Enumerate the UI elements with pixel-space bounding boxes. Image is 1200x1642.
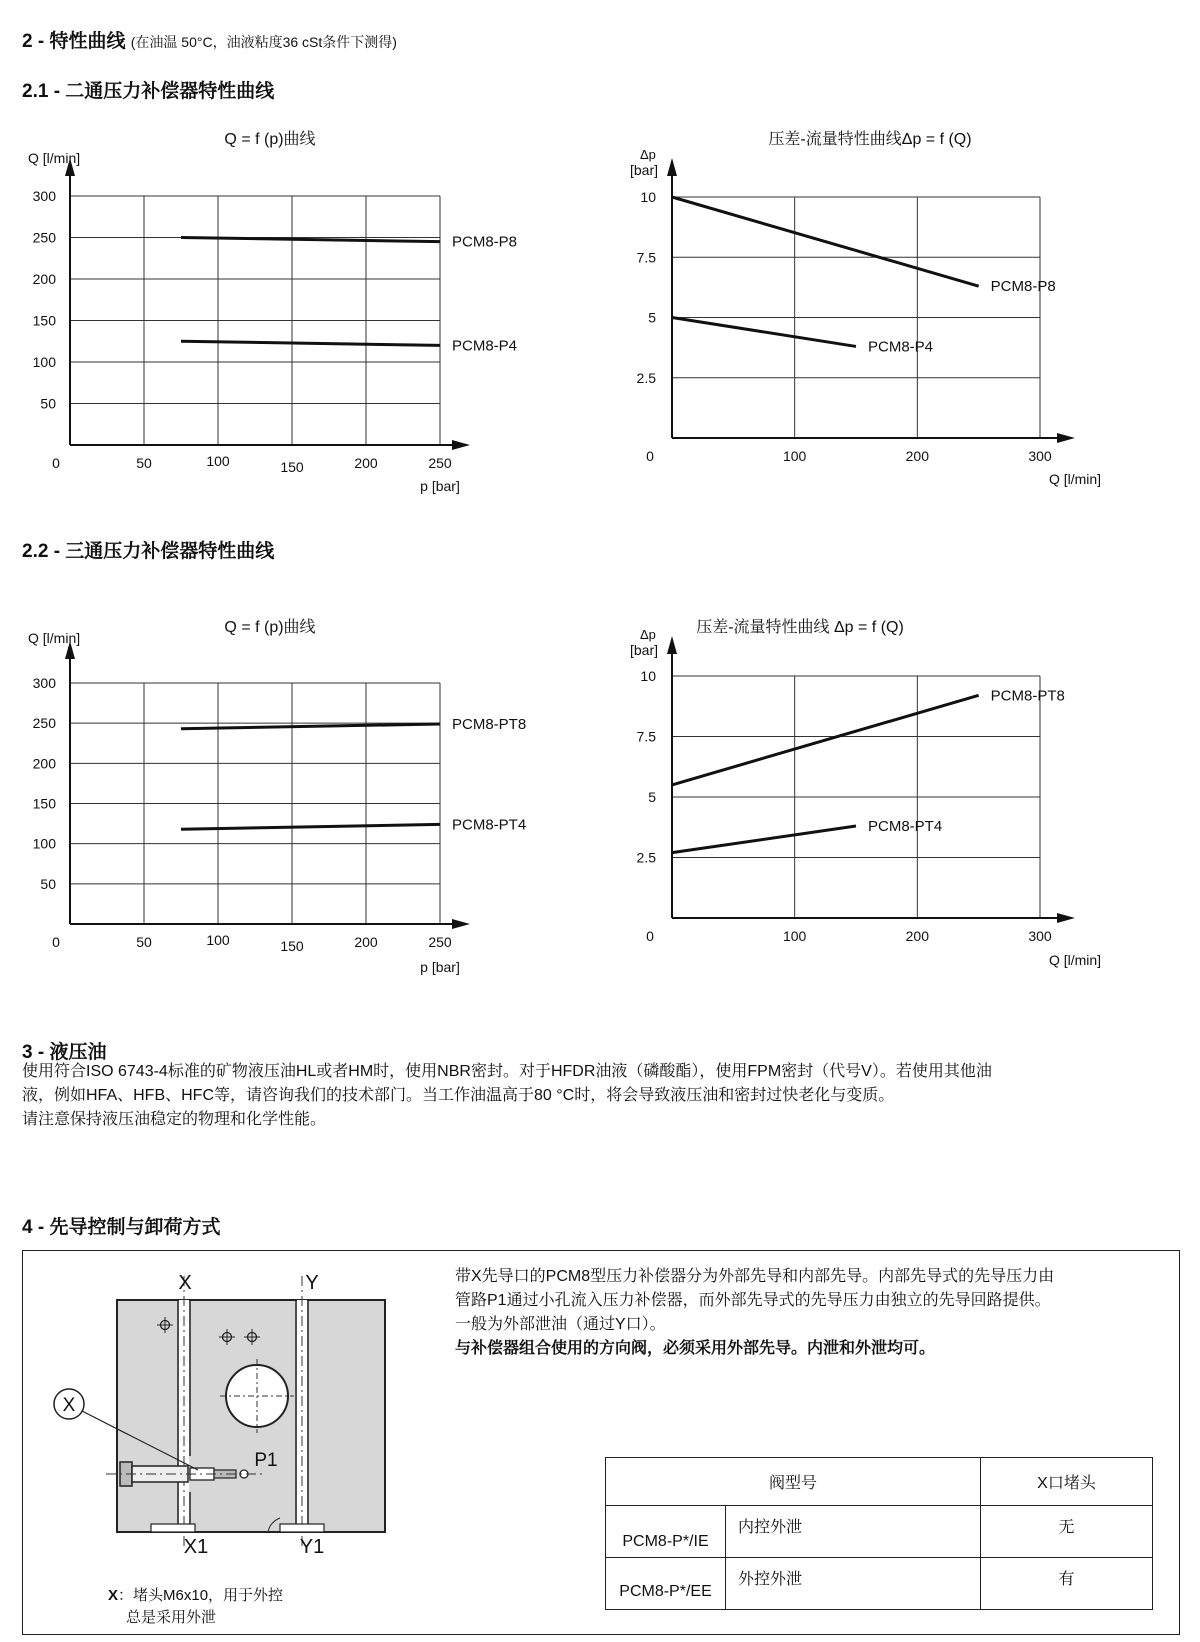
section-4-title: 4 - 先导控制与卸荷方式 [22,1217,221,1238]
cell-plug: 有 [981,1558,1153,1610]
y-tick-label: 50 [40,395,56,412]
y-axis-label: Δp [640,627,656,642]
valve-type-table [605,1457,1153,1610]
y-tick-label: 2.5 [636,849,656,866]
x-axis-label: p [bar] [420,478,460,494]
x-tick-label: 100 [206,932,230,948]
y-axis-unit: [bar] [630,162,659,178]
x-tick-label: 100 [206,453,230,469]
y-tick-label: 100 [32,354,56,370]
x-tick-label: 0 [646,448,654,464]
plug-note-line1: ：堵头M6x10，用于外控 [118,1587,284,1604]
x-tick-label: 50 [136,934,152,950]
y-tick-label: 100 [32,835,56,852]
chart-2-1-flow-pressure [28,130,517,494]
x-tick-label: 150 [280,938,304,954]
section-3-title: 3 - 液压油 [22,1042,107,1063]
x-tick-label: 250 [428,934,452,950]
cell-model: PCM8-P*/EE [606,1558,726,1610]
table-row [606,1506,1153,1558]
y-axis-label: Q [l/min] [28,630,81,646]
plug-note [108,1585,283,1629]
cell-model: PCM8-P*/IE [606,1506,726,1558]
x-tick-label: 200 [354,934,378,950]
x-axis-label: p [bar] [420,959,460,975]
chart-2-2-dp-flow [630,618,1101,968]
x-tick-label: 300 [1028,928,1052,944]
label-x1: X1 [183,1536,209,1556]
series-line [672,826,856,853]
label-y-top: Y [305,1272,319,1294]
x-tick-label: 200 [905,448,930,464]
chart-title: Q = f (p)曲线 [224,619,316,636]
x-axis-label: Q [l/min] [1048,471,1102,487]
series-line [672,695,979,785]
section-2-1-title: 2.1 - 二通压力补偿器特性曲线 [22,81,275,102]
table-header-row [606,1458,1153,1506]
section-3-text [22,1060,1182,1132]
series-line [181,724,440,729]
x-tick-label: 200 [905,928,930,944]
series-label: PCM8-P8 [990,278,1056,296]
cell-mode: 外控外泄 [726,1558,981,1610]
section-2-2-title: 2.2 - 三通压力补偿器特性曲线 [22,541,275,562]
header-valve-type: 阀型号 [606,1458,981,1506]
y-tick-label: 250 [32,715,56,732]
y-axis-label: Q [l/min] [28,150,81,166]
chart-title: Q = f (p)曲线 [224,131,316,148]
y-tick-label: 10 [640,668,656,684]
series-label: PCM8-P4 [452,337,518,355]
y-tick-label: 10 [640,189,656,205]
y-tick-label: 5 [648,789,656,805]
x-tick-label: 50 [136,455,152,471]
x-tick-label: 300 [1028,448,1052,464]
y-tick-label: 200 [32,271,56,287]
chart-title: 压差-流量特性曲线 Δp = f (Q) [696,619,904,636]
series-label: PCM8-P8 [452,233,518,251]
series-line [181,824,440,829]
section-3-line: 使用符合ISO 6743-4标准的矿物液压油HL或者HM时，使用NBR密封。对于HFDR油液（磷酸酯），使用FPM密封（代号V）。若使用其他油 [22,1063,992,1080]
x-tick-label: 0 [52,455,60,471]
y-axis-arrow [667,636,677,654]
series-label: PCM8-P4 [868,338,934,356]
table-row [606,1558,1153,1610]
desc-bold-line: 与补偿器组合使用的方向阀，必须采用外部先导。内泄和外泄均可。 [455,1340,936,1357]
series-line [672,318,856,347]
y-tick-label: 300 [32,675,56,691]
callout-x: X [62,1395,76,1416]
label-x-top: X [178,1272,192,1294]
y-tick-label: 50 [40,875,56,892]
desc-line: 管路P1通过小孔流入压力补偿器，而外部先导式的先导压力由独立的先导回路提供。 [455,1292,1051,1309]
y-tick-label: 7.5 [636,249,656,266]
section-2-note: (在油温 50°C，油液粘度36 cSt条件下测得) [130,34,397,50]
y-axis-label: Δp [640,147,656,162]
x-tick-label: 0 [646,928,654,944]
plug-note-line2: 总是采用外泄 [126,1609,217,1626]
y-tick-label: 5 [648,309,656,326]
series-label: PCM8-PT8 [452,715,527,733]
x-axis-arrow [452,919,470,929]
desc-line: 带X先导口的PCM8型压力补偿器分为外部先导和内部先导。内部先导式的先导压力由 [455,1268,1055,1285]
chart-2-2-flow-pressure [28,618,526,975]
pilot-description [455,1265,1165,1361]
x-axis-arrow [1057,913,1075,923]
section-2-title: 2 - 特性曲线 [22,31,126,52]
y-tick-label: 250 [32,229,56,246]
y-tick-label: 2.5 [636,369,656,386]
x-tick-label: 100 [782,448,807,464]
y-axis-unit: [bar] [630,642,659,658]
x-tick-label: 250 [428,455,452,471]
series-line [672,197,979,286]
y-axis-arrow [667,158,677,176]
section-3-line: 请注意保持液压油稳定的物理和化学性能。 [22,1111,327,1128]
section-3-line: 液，例如HFA、HFB、HFC等，请咨询我们的技术部门。当工作油温高于80 °C时，将会导致液压油和密封过快老化与变质。 [22,1087,895,1104]
chart-2-1-dp-flow [630,130,1101,487]
pilot-block-diagram [40,1266,420,1556]
x-axis-arrow [1057,433,1075,443]
chart-title: 压差-流量特性曲线Δp = f (Q) [768,131,972,148]
x-axis-label: Q [l/min] [1048,952,1102,968]
series-line [181,341,440,345]
y-tick-label: 200 [32,755,56,772]
x-tick-label: 0 [52,934,60,950]
series-label: PCM8-PT4 [452,816,527,834]
y-tick-label: 7.5 [636,728,656,745]
y-tick-label: 300 [32,188,56,204]
desc-line: 一般为外部泄油（通过Y口）。 [455,1316,666,1333]
y-tick-label: 150 [32,312,56,329]
x-tick-label: 100 [782,928,807,944]
label-y1: Y1 [299,1536,325,1556]
header-x-plug: X口堵头 [981,1458,1153,1506]
series-label: PCM8-PT4 [868,818,943,836]
cell-mode: 内控外泄 [726,1506,981,1558]
series-line [181,238,440,242]
cell-plug: 无 [981,1506,1153,1558]
x-tick-label: 200 [354,455,378,471]
x-tick-label: 150 [280,459,304,475]
label-p1: P1 [254,1450,278,1471]
y-tick-label: 150 [32,795,56,812]
series-label: PCM8-PT8 [990,687,1065,705]
plug-note-label: X [108,1587,119,1604]
x-axis-arrow [452,440,470,450]
